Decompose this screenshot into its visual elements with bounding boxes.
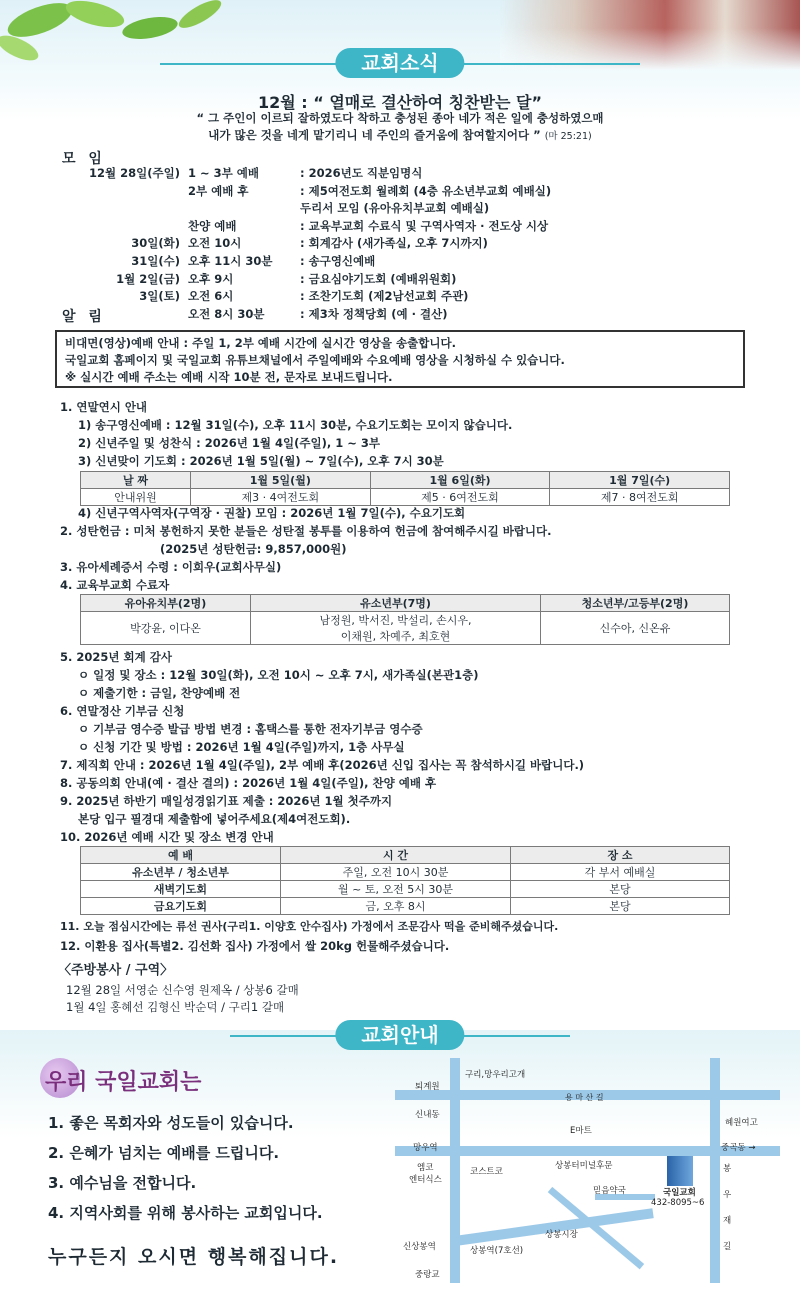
meeting-desc: : 교육부교회 수료식 및 구역사역자 · 전도상 시상	[300, 218, 549, 233]
map-label: 믿음약국	[593, 1186, 626, 1196]
table-cell: 유소년부 / 청소년부	[81, 864, 281, 881]
meeting-time: 오전 10시	[188, 236, 242, 251]
guide-item-1: 1. 좋은 목회자와 성도들이 있습니다.	[48, 1114, 294, 1132]
notice-9: 9. 2025년 하반기 매일성경읽기표 제출 : 2026년 1월 첫주까지	[60, 794, 393, 808]
table-row	[81, 898, 730, 915]
table-cell: 예 배	[81, 847, 281, 864]
table-cell: 주일, 오전 10시 30분	[281, 864, 511, 881]
box-line1: 비대면(영상)예배 안내 : 주일 1, 2부 예배 시간에 실시간 영상을 송출합니다.	[65, 336, 456, 350]
meeting-desc: : 제5여전도회 월례회 (4층 유소년부교회 예배실)	[300, 183, 552, 198]
map-label: 신상봉역	[403, 1242, 436, 1252]
graduates-table	[80, 594, 730, 645]
table-cell: 새벽기도회	[81, 881, 281, 898]
table-cell: 제7 · 8여전도회	[550, 489, 730, 506]
notice-2-sub: (2025년 성탄헌금: 9,857,000원)	[160, 542, 347, 556]
choir-photo	[500, 0, 800, 70]
table-cell: 금, 오후 8시	[281, 898, 511, 915]
notice-12: 12. 이환용 집사(특별2. 김선화 집사) 가정에서 쌀 20kg 헌물해주셨습니다.	[60, 939, 450, 953]
verse-line2: 내가 많은 것을 네게 맡기리니 네 주인의 즐거움에 참여할지어다 ” (마 25:21)	[208, 128, 592, 142]
table-cell: 월 ~ 토, 오전 5시 30분	[281, 881, 511, 898]
box-line2: 국일교회 홈페이지 및 국일교회 유튜브채널에서 주일예배와 수요예배 영상을 시청하실 수 있습니다.	[65, 353, 565, 367]
meeting-date: 1월 2일(금)	[116, 271, 180, 286]
table-cell: 청소년부/고등부(2명)	[541, 595, 730, 612]
meeting-time: 2부 예배 후	[188, 183, 249, 198]
guide-slogan: 누구든지 오시면 행복해집니다.	[48, 1246, 340, 1268]
church-building-icon	[667, 1156, 693, 1186]
notice-5-2: ㅇ 제출기한 : 금일, 찬양예배 전	[78, 686, 241, 700]
notice-8: 8. 공동의회 안내(예 · 결산 결의) : 2026년 1월 4일(주일), 찬양 예배 후	[60, 776, 437, 790]
table-cell: 금요기도회	[81, 898, 281, 915]
guide-item-4: 4. 지역사회를 위해 봉사하는 교회입니다.	[48, 1204, 323, 1222]
map-label: E마트	[570, 1126, 592, 1136]
guide-title-pill: 교회안내	[335, 1020, 464, 1050]
map-label: 코스트코	[470, 1167, 503, 1177]
map-label: 구리,망우리고개	[465, 1070, 526, 1080]
map-label: 432-8095~6	[651, 1198, 705, 1208]
map-label: 망우역	[413, 1143, 438, 1153]
map-label: 중곡동 →	[721, 1143, 756, 1153]
meeting-desc: : 2026년도 직분임명식	[300, 166, 423, 180]
verse-line1: “ 그 주인이 이르되 잘하였도다 착하고 충성된 종아 네가 적은 일에 충성하였으매	[196, 111, 604, 125]
meeting-desc: : 회계감사 (새가족실, 오후 7시까지)	[300, 236, 488, 251]
table-row	[81, 612, 730, 645]
map-label: 재	[723, 1216, 732, 1226]
table-row	[81, 595, 730, 612]
map-label: 상봉터미널후문	[555, 1161, 613, 1171]
notice-1-4: 4) 신년구역사역자(구역장 · 권찰) 모임 : 2026년 1월 7일(수), 수요기도회	[78, 506, 466, 520]
kitchen-title: 〈주방봉사 / 구역〉	[58, 963, 174, 978]
notice-5: 5. 2025년 회계 감사	[60, 650, 172, 664]
notice-6-2: ㅇ 신청 기간 및 방법 : 2026년 1월 4일(주일)까지, 1층 사무실	[78, 740, 405, 754]
meeting-time: 1 ~ 3부 예배	[188, 166, 259, 180]
map-label: 국일교회	[663, 1188, 696, 1198]
table-cell: 1월 5일(월)	[191, 472, 371, 489]
table-cell: 박강윤, 이다온	[81, 612, 251, 645]
table-cell: 제3 · 4여전도회	[191, 489, 371, 506]
table-cell: 각 부서 예배실	[511, 864, 730, 881]
map-label: 상봉시장	[545, 1230, 578, 1240]
table-row	[81, 864, 730, 881]
meeting-date: 12월 28일(주일)	[89, 166, 180, 180]
meeting-date: 31일(수)	[131, 254, 180, 268]
meeting-desc: : 송구영신예배	[300, 254, 376, 268]
map-label: 용 마 산 길	[565, 1093, 604, 1102]
meeting-desc: 두리서 모임 (유아유치부교회 예배실)	[300, 201, 490, 216]
meeting-desc: : 제3차 정책당회 (예 · 결산)	[300, 306, 448, 321]
table-cell: 제5 · 6여전도회	[370, 489, 550, 506]
table-cell: 날 짜	[81, 472, 191, 489]
table-cell: 유아유치부(2명)	[81, 595, 251, 612]
location-map	[395, 1058, 780, 1290]
notice-3: 3. 유아세례증서 수령 : 이희우(교회사무실)	[60, 560, 282, 574]
meeting-date: 30일(화)	[131, 236, 180, 251]
meeting-time: 오후 9시	[188, 271, 234, 286]
map-label: 엠코	[417, 1163, 434, 1173]
notice-6: 6. 연말정산 기부금 신청	[60, 704, 185, 718]
leaves-decoration	[0, 0, 230, 70]
box-line3: ※ 실시간 예배 주소는 예배 시작 10분 전, 문자로 보내드립니다.	[65, 370, 393, 384]
map-label: 신내동	[415, 1110, 440, 1120]
notice-9-sub: 본당 입구 필경대 제출함에 넣어주세요(제4여전도회).	[78, 812, 351, 826]
map-label: 우	[723, 1190, 732, 1200]
map-label: 퇴계원	[415, 1082, 440, 1092]
kitchen-row1: 12월 28일 서영순 신수영 원제옥 / 상봉6 갈매	[66, 983, 299, 997]
map-label: 상봉역(7호선)	[470, 1246, 524, 1256]
guide-item-3: 3. 예수님을 전합니다.	[48, 1174, 197, 1192]
notice-7: 7. 제직회 안내 : 2026년 1월 4일(주일), 2부 예배 후(2026년 신입 집사는 꼭 참석하시길 바랍니다.)	[60, 758, 585, 772]
map-label: 길	[723, 1242, 732, 1252]
notice-4: 4. 교육부교회 수료자	[60, 578, 170, 592]
online-worship-box	[55, 330, 745, 388]
meetings-title: 모 임	[62, 151, 106, 167]
meeting-time: 오후 11시 30분	[188, 254, 273, 268]
verse-ref: (마 25:21)	[544, 131, 592, 142]
table-cell: 장 소	[511, 847, 730, 864]
notice-1-1: 1) 송구영신예배 : 12월 31일(수), 오후 11시 30분, 수요기도회는 모이지 않습니다.	[78, 418, 513, 432]
notice-6-1: ㅇ 기부금 영수증 발급 방법 변경 : 홈택스를 통한 전자기부금 영수증	[78, 722, 423, 736]
table-row	[81, 847, 730, 864]
table-cell: 신수아, 신온유	[541, 612, 730, 645]
table-cell: 안내위원	[81, 489, 191, 506]
notice-2: 2. 성탄헌금 : 미처 봉헌하지 못한 분들은 성탄절 봉투를 이용하여 헌금에 참여해주시길 바랍니다.	[60, 524, 552, 538]
notice-5-1: ㅇ 일정 및 장소 : 12월 30일(화), 오전 10시 ~ 오후 7시, 새가족실(본관1층)	[78, 668, 479, 682]
notice-10: 10. 2026년 예배 시간 및 장소 변경 안내	[60, 830, 274, 844]
kitchen-row2: 1월 4일 홍혜선 김형신 박순덕 / 구리1 갈매	[66, 1000, 285, 1014]
table-row	[81, 489, 730, 506]
table-cell: 남정원, 박서진, 박설리, 손시우, 이채원, 차예주, 최호현	[251, 612, 541, 645]
table-row	[81, 881, 730, 898]
map-label: 중랑교	[415, 1270, 440, 1280]
notice-11: 11. 오늘 점심시간에는 류선 권사(구리1. 이양호 안수집사) 가정에서 조문감사 떡을 준비해주셨습니다.	[60, 920, 559, 933]
notice-1-3: 3) 신년맞이 기도회 : 2026년 1월 5일(월) ~ 7일(수), 오후 7시 30분	[78, 454, 444, 468]
table-row	[81, 472, 730, 489]
map-label: 엔터식스	[409, 1175, 442, 1185]
month-title: 12월 : “ 열매로 결산하여 칭찬받는 달”	[257, 93, 543, 112]
notice-1-2: 2) 신년주일 및 성찬식 : 2026년 1월 4일(주일), 1 ~ 3부	[78, 436, 380, 450]
table-cell: 1월 7일(수)	[550, 472, 730, 489]
meeting-time: 찬양 예배	[188, 218, 237, 233]
table-cell: 본당	[511, 881, 730, 898]
notice-1: 1. 연말연시 안내	[60, 400, 148, 414]
meeting-time: 오전 6시	[188, 289, 234, 304]
map-label: 봉	[723, 1164, 732, 1174]
table-cell: 시 간	[281, 847, 511, 864]
meeting-time: 오전 8시 30분	[188, 306, 265, 321]
guide-item-2: 2. 은혜가 넘치는 예배를 드립니다.	[48, 1144, 280, 1162]
table-cell: 유소년부(7명)	[251, 595, 541, 612]
worship-table	[80, 846, 730, 915]
table-cell: 본당	[511, 898, 730, 915]
church-title: 우리 국일교회는	[45, 1070, 202, 1095]
meeting-desc: : 조찬기도회 (제2남선교회 주관)	[300, 289, 469, 304]
meeting-desc: : 금요심야기도회 (예배위원회)	[300, 271, 457, 286]
news-title-pill: 교회소식	[335, 48, 464, 78]
map-label: 혜원여고	[725, 1118, 758, 1128]
notice-title: 알 림	[62, 309, 106, 325]
prayer-table	[80, 471, 730, 506]
table-cell: 1월 6일(화)	[370, 472, 550, 489]
meeting-date: 3일(토)	[139, 289, 180, 304]
